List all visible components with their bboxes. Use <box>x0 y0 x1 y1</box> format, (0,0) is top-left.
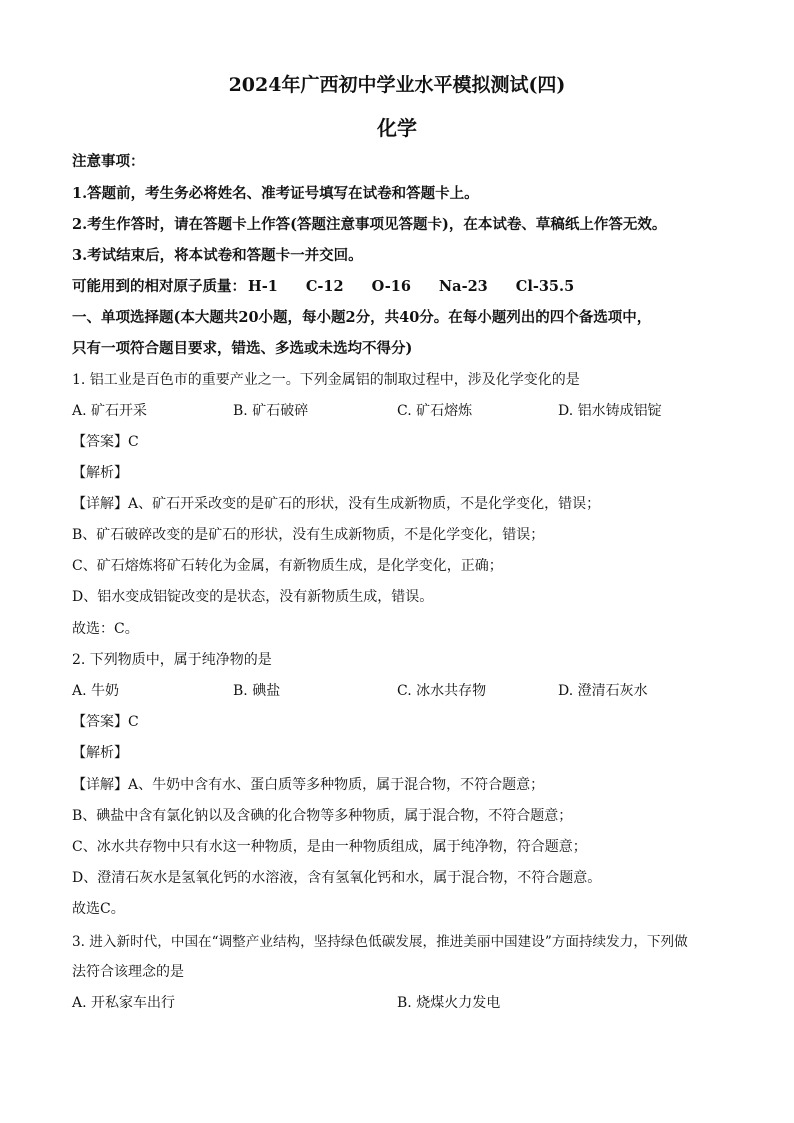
atomic-mass-o: O-16 <box>371 278 411 295</box>
q2-option-c: C. 冰水共存物 <box>397 683 487 699</box>
atomic-mass-h: H-1 <box>248 278 278 295</box>
notice-item-2: 2.考生作答时，请在答题卡上作答(答题注意事项见答题卡)，在本试卷、草稿纸上作答无效。 <box>72 216 667 233</box>
q2-option-b: B. 碘盐 <box>233 683 281 699</box>
atomic-mass-cl: Cl-35.5 <box>515 278 575 295</box>
q1-option-c: C. 矿石熔炼 <box>397 403 473 419</box>
q3-option-a: A. 开私家车出行 <box>72 995 176 1011</box>
q1-detail-2: B、矿石破碎改变的是矿石的形状，没有生成新物质，不是化学变化，错误； <box>72 527 545 543</box>
atomic-mass-na: Na-23 <box>438 278 488 295</box>
q3-stem-line-1: 3. 进入新时代，中国在“调整产业结构，坚持绿色低碳发展，推进美丽中国建设”方面持续发力，下列做 <box>72 934 688 950</box>
section-heading-line-2: 只有一项符合题目要求，错选、多选或未选均不得分) <box>72 340 413 357</box>
q2-option-d: D. 澄清石灰水 <box>558 683 648 699</box>
q3-stem-line-2: 法符合该理念的是 <box>72 964 184 980</box>
q1-analysis-label: 【解析】 <box>72 465 128 481</box>
q2-detail-3: C、冰水共存物中只有水这一种物质，是由一种物质组成，属于纯净物，符合题意； <box>72 839 587 855</box>
notice-heading: 注意事项： <box>72 153 145 170</box>
atomic-mass-line <box>72 275 574 296</box>
exam-title: 2024年广西初中学业水平模拟测试(四) <box>228 74 566 96</box>
q2-detail-1: 【详解】A、牛奶中含有水、蛋白质等多种物质，属于混合物，不符合题意； <box>72 777 545 793</box>
q2-analysis-label: 【解析】 <box>72 745 128 761</box>
q2-stem: 2. 下列物质中，属于纯净物的是 <box>72 652 272 668</box>
q1-option-d: D. 铝水铸成铝锭 <box>558 403 662 419</box>
q1-conclusion: 故选：C。 <box>72 621 139 637</box>
q1-detail-3: C、矿石熔炼将矿石转化为金属，有新物质生成，是化学变化，正确； <box>72 558 503 574</box>
notice-item-1: 1.答题前，考生务必将姓名、准考证号填写在试卷和答题卡上。 <box>72 185 479 202</box>
notice-item-3: 3.考试结束后，将本试卷和答题卡一并交回。 <box>72 247 363 264</box>
q1-option-a: A. 矿石开采 <box>72 403 148 419</box>
subject-title: 化学 <box>377 116 417 140</box>
atomic-mass-label: 可能用到的相对原子质量： <box>72 278 246 295</box>
q2-answer: 【答案】C <box>72 714 139 730</box>
q1-stem: 1. 铝工业是百色市的重要产业之一。下列金属铝的制取过程中，涉及化学变化的是 <box>72 372 580 388</box>
q2-detail-4: D、澄清石灰水是氢氧化钙的水溶液，含有氢氧化钙和水，属于混合物，不符合题意。 <box>72 870 602 886</box>
q1-option-b: B. 矿石破碎 <box>233 403 309 419</box>
q2-detail-2: B、碘盐中含有氯化钠以及含碘的化合物等多种物质，属于混合物，不符合题意； <box>72 808 573 824</box>
q1-answer: 【答案】C <box>72 434 139 450</box>
q2-conclusion: 故选C。 <box>72 901 125 917</box>
q1-detail-4: D、铝水变成铝锭改变的是状态，没有新物质生成，错误。 <box>72 589 434 605</box>
q1-detail-1: 【详解】A、矿石开采改变的是矿石的形状，没有生成新物质，不是化学变化，错误； <box>72 496 601 512</box>
section-heading-line-1: 一、单项选择题(本大题共20小题，每小题2分，共40分。在每小题列出的四个备选项中， <box>72 309 652 326</box>
q3-option-b: B. 烧煤火力发电 <box>397 995 501 1011</box>
q2-option-a: A. 牛奶 <box>72 683 120 699</box>
atomic-mass-c: C-12 <box>305 278 344 295</box>
